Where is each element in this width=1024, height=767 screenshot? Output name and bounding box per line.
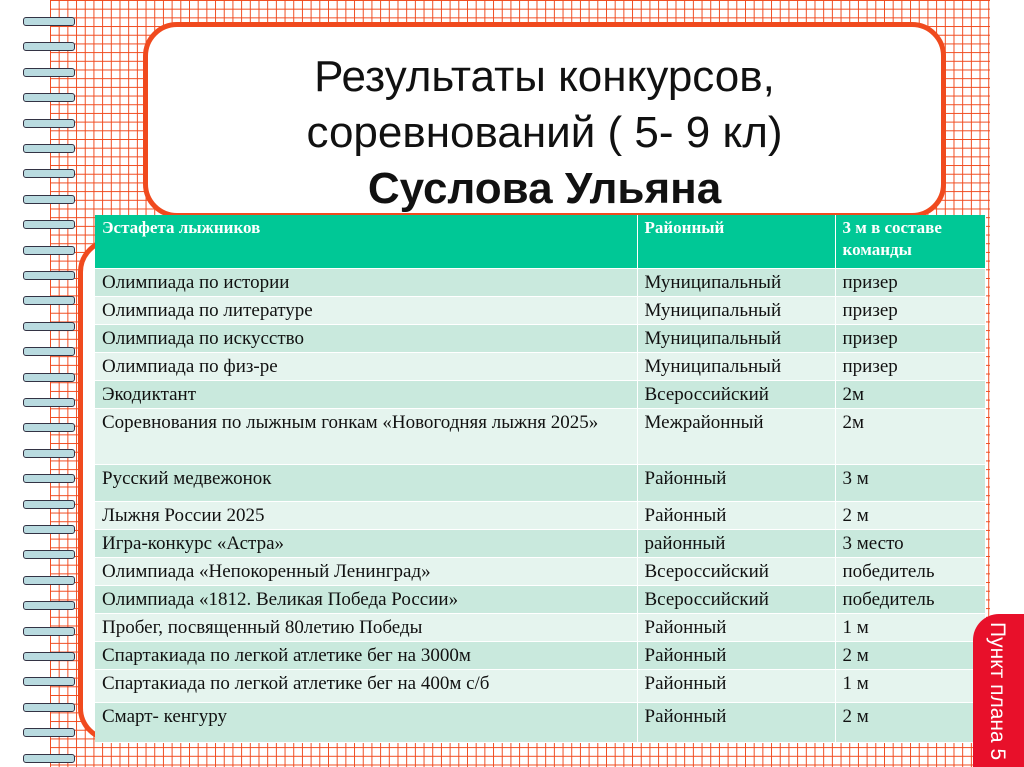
spiral-ring bbox=[23, 449, 75, 458]
table-cell: призер bbox=[835, 296, 986, 324]
table-row bbox=[95, 585, 986, 613]
table-row bbox=[95, 702, 986, 742]
spiral-ring bbox=[23, 347, 75, 356]
table-cell: 2 м bbox=[835, 702, 986, 742]
table-cell: Олимпиада по искусство bbox=[95, 324, 637, 352]
table-row bbox=[95, 501, 986, 529]
spiral-ring bbox=[23, 119, 75, 128]
table-cell: Олимпиада по физ-ре bbox=[95, 352, 637, 380]
spiral-ring bbox=[23, 652, 75, 661]
table-row bbox=[95, 380, 986, 408]
spiral-ring bbox=[23, 423, 75, 432]
table-cell: Районный bbox=[637, 501, 835, 529]
table-cell: Районный bbox=[637, 464, 835, 501]
table-row bbox=[95, 464, 986, 501]
plan-item-label: Пункт плана 5 bbox=[986, 622, 1009, 761]
table-cell: Игра-конкурс «Астра» bbox=[95, 529, 637, 557]
spiral-ring bbox=[23, 144, 75, 153]
table-cell: Олимпиада «Непокоренный Ленинград» bbox=[95, 557, 637, 585]
table-cell: победитель bbox=[835, 585, 986, 613]
table-cell: Русский медвежонок bbox=[95, 464, 637, 501]
table-row bbox=[95, 613, 986, 641]
spiral-ring bbox=[23, 195, 75, 204]
spiral-ring bbox=[23, 576, 75, 585]
table-cell: Экодиктант bbox=[95, 380, 637, 408]
table-row bbox=[95, 352, 986, 380]
results-table bbox=[95, 215, 986, 743]
title-box bbox=[143, 22, 946, 218]
spiral-ring bbox=[23, 42, 75, 51]
spiral-ring bbox=[23, 398, 75, 407]
table-cell: Муниципальный bbox=[637, 268, 835, 296]
header-cell: 3 м в составе команды bbox=[835, 215, 986, 268]
spiral-ring bbox=[23, 220, 75, 229]
table-row bbox=[95, 296, 986, 324]
table-cell: 3 место bbox=[835, 529, 986, 557]
title-line-1: Результаты конкурсов, bbox=[314, 52, 775, 101]
table-row bbox=[95, 529, 986, 557]
spiral-ring bbox=[23, 703, 75, 712]
spiral-ring bbox=[23, 550, 75, 559]
spiral-ring bbox=[23, 525, 75, 534]
spiral-ring bbox=[23, 627, 75, 636]
spiral-ring bbox=[23, 601, 75, 610]
header-cell: Эстафета лыжников bbox=[95, 215, 637, 268]
table-cell: Районный bbox=[637, 641, 835, 669]
table-cell: призер bbox=[835, 324, 986, 352]
table-cell: 1 м bbox=[835, 669, 986, 702]
table-row bbox=[95, 669, 986, 702]
table-cell: Соревнования по лыжным гонкам «Новогодняя лыжня 2025» bbox=[95, 408, 637, 464]
table-cell: Всероссийский bbox=[637, 380, 835, 408]
table-cell: Олимпиада «1812. Великая Победа России» bbox=[95, 585, 637, 613]
table-cell: Спартакиада по легкой атлетике бег на 400м с/б bbox=[95, 669, 637, 702]
table-cell: призер bbox=[835, 352, 986, 380]
table-cell: Районный bbox=[637, 702, 835, 742]
table-cell: Всероссийский bbox=[637, 585, 835, 613]
spiral-ring bbox=[23, 296, 75, 305]
spiral-ring bbox=[23, 93, 75, 102]
table-cell: Районный bbox=[637, 613, 835, 641]
spiral-ring bbox=[23, 271, 75, 280]
table-cell: Олимпиада по истории bbox=[95, 268, 637, 296]
spiral-ring bbox=[23, 68, 75, 77]
table-cell: 2м bbox=[835, 408, 986, 464]
table-cell: призер bbox=[835, 268, 986, 296]
table-cell: 2 м bbox=[835, 501, 986, 529]
spiral-ring bbox=[23, 373, 75, 382]
table-cell: победитель bbox=[835, 557, 986, 585]
table-row bbox=[95, 557, 986, 585]
table-cell: Муниципальный bbox=[637, 352, 835, 380]
spiral-ring bbox=[23, 677, 75, 686]
plan-item-tab[interactable] bbox=[973, 614, 1024, 767]
student-name: Суслова Ульяна bbox=[367, 164, 722, 213]
table-row bbox=[95, 641, 986, 669]
spiral-ring bbox=[23, 17, 75, 26]
spiral-ring bbox=[23, 322, 75, 331]
table-cell: Олимпиада по литературе bbox=[95, 296, 637, 324]
table-cell: Смарт- кенгуру bbox=[95, 702, 637, 742]
table-cell: Всероссийский bbox=[637, 557, 835, 585]
title-line-2: соревнований ( 5- 9 кл) bbox=[306, 108, 783, 157]
table-cell: 3 м bbox=[835, 464, 986, 501]
header-cell: Районный bbox=[637, 215, 835, 268]
table-cell: Районный bbox=[637, 669, 835, 702]
table-cell: 2 м bbox=[835, 641, 986, 669]
table-cell: Межрайонный bbox=[637, 408, 835, 464]
table-cell: 1 м bbox=[835, 613, 986, 641]
table-cell: Лыжня России 2025 bbox=[95, 501, 637, 529]
table-row bbox=[95, 324, 986, 352]
spiral-ring bbox=[23, 500, 75, 509]
spiral-ring bbox=[23, 728, 75, 737]
table-cell: 2м bbox=[835, 380, 986, 408]
table-row bbox=[95, 268, 986, 296]
table-cell: районный bbox=[637, 529, 835, 557]
table-row bbox=[95, 408, 986, 464]
spiral-ring bbox=[23, 754, 75, 763]
spiral-ring bbox=[23, 246, 75, 255]
table-header-row bbox=[95, 215, 986, 268]
spiral-ring bbox=[23, 474, 75, 483]
table-cell: Муниципальный bbox=[637, 296, 835, 324]
table-cell: Пробег, посвященный 80летию Победы bbox=[95, 613, 637, 641]
spiral-ring bbox=[23, 169, 75, 178]
table-cell: Муниципальный bbox=[637, 324, 835, 352]
table-cell: Спартакиада по легкой атлетике бег на 3000м bbox=[95, 641, 637, 669]
